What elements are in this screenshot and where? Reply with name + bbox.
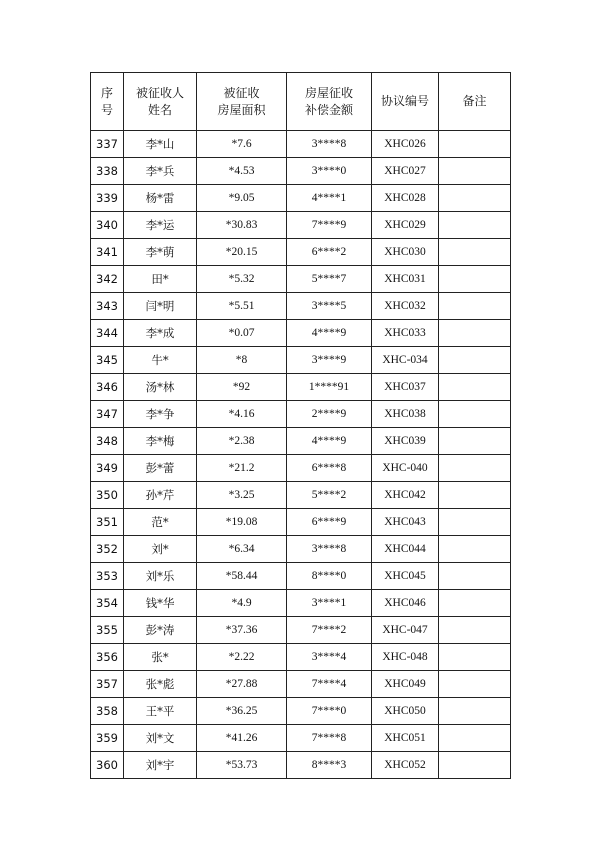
cell-remark bbox=[439, 644, 511, 671]
header-area-line-1: 被征收 bbox=[223, 85, 260, 100]
cell-area: *6.34 bbox=[197, 536, 287, 563]
cell-seq: 339 bbox=[91, 185, 124, 212]
header-seq bbox=[91, 73, 124, 131]
cell-remark bbox=[439, 509, 511, 536]
header-amount bbox=[287, 73, 372, 131]
cell-remark bbox=[439, 617, 511, 644]
cell-seq: 338 bbox=[91, 158, 124, 185]
table-row bbox=[91, 401, 511, 428]
cell-remark bbox=[439, 185, 511, 212]
table-row bbox=[91, 590, 511, 617]
cell-area: *92 bbox=[197, 374, 287, 401]
header-contract bbox=[372, 73, 439, 131]
cell-contract: XHC-047 bbox=[372, 617, 439, 644]
table-row bbox=[91, 239, 511, 266]
cell-remark bbox=[439, 752, 511, 779]
cell-area: *19.08 bbox=[197, 509, 287, 536]
cell-contract: XHC026 bbox=[372, 131, 439, 158]
table-row bbox=[91, 563, 511, 590]
cell-amount: 6****9 bbox=[287, 509, 372, 536]
table-row bbox=[91, 266, 511, 293]
cell-seq: 347 bbox=[91, 401, 124, 428]
cell-remark bbox=[439, 374, 511, 401]
cell-area: *9.05 bbox=[197, 185, 287, 212]
table-row bbox=[91, 725, 511, 752]
cell-amount: 3****1 bbox=[287, 590, 372, 617]
cell-amount: 4****9 bbox=[287, 428, 372, 455]
cell-amount: 6****8 bbox=[287, 455, 372, 482]
cell-area: *5.51 bbox=[197, 293, 287, 320]
cell-amount: 6****2 bbox=[287, 239, 372, 266]
cell-contract: XHC046 bbox=[372, 590, 439, 617]
cell-contract: XHC050 bbox=[372, 698, 439, 725]
cell-contract: XHC042 bbox=[372, 482, 439, 509]
cell-name: 李*山 bbox=[124, 131, 197, 158]
header-remark-line-1: 备注 bbox=[462, 94, 487, 108]
header-amount-line-1: 房屋征收 bbox=[304, 85, 353, 100]
cell-amount: 3****8 bbox=[287, 131, 372, 158]
cell-contract: XHC045 bbox=[372, 563, 439, 590]
table-body bbox=[91, 131, 511, 779]
cell-name: 汤*林 bbox=[124, 374, 197, 401]
cell-seq: 354 bbox=[91, 590, 124, 617]
cell-amount: 3****4 bbox=[287, 644, 372, 671]
cell-area: *36.25 bbox=[197, 698, 287, 725]
cell-remark bbox=[439, 590, 511, 617]
header-contract-line-1: 协议编号 bbox=[380, 94, 429, 108]
table-row bbox=[91, 428, 511, 455]
cell-amount: 3****0 bbox=[287, 158, 372, 185]
table-row bbox=[91, 617, 511, 644]
cell-seq: 346 bbox=[91, 374, 124, 401]
cell-amount: 7****9 bbox=[287, 212, 372, 239]
cell-seq: 349 bbox=[91, 455, 124, 482]
cell-area: *4.9 bbox=[197, 590, 287, 617]
table-row bbox=[91, 671, 511, 698]
cell-area: *53.73 bbox=[197, 752, 287, 779]
cell-name: 杨*雷 bbox=[124, 185, 197, 212]
cell-name: 王*平 bbox=[124, 698, 197, 725]
header-seq-line-2: 号 bbox=[100, 102, 113, 117]
cell-contract: XHC049 bbox=[372, 671, 439, 698]
cell-name: 刘*文 bbox=[124, 725, 197, 752]
cell-amount: 3****8 bbox=[287, 536, 372, 563]
table-row bbox=[91, 482, 511, 509]
cell-seq: 359 bbox=[91, 725, 124, 752]
cell-name: 闫*明 bbox=[124, 293, 197, 320]
cell-remark bbox=[439, 725, 511, 752]
cell-contract: XHC039 bbox=[372, 428, 439, 455]
header-name-line-2: 姓名 bbox=[147, 102, 172, 117]
cell-seq: 341 bbox=[91, 239, 124, 266]
cell-remark bbox=[439, 212, 511, 239]
cell-name: 刘*宇 bbox=[124, 752, 197, 779]
cell-contract: XHC030 bbox=[372, 239, 439, 266]
table-row bbox=[91, 536, 511, 563]
cell-name: 张* bbox=[124, 644, 197, 671]
cell-seq: 360 bbox=[91, 752, 124, 779]
cell-remark bbox=[439, 401, 511, 428]
cell-area: *8 bbox=[197, 347, 287, 374]
cell-area: *7.6 bbox=[197, 131, 287, 158]
header-name-line-1: 被征收人 bbox=[135, 85, 184, 100]
cell-contract: XHC-034 bbox=[372, 347, 439, 374]
cell-seq: 342 bbox=[91, 266, 124, 293]
cell-area: *3.25 bbox=[197, 482, 287, 509]
cell-area: *20.15 bbox=[197, 239, 287, 266]
cell-amount: 1****91 bbox=[287, 374, 372, 401]
cell-area: *0.07 bbox=[197, 320, 287, 347]
cell-amount: 8****0 bbox=[287, 563, 372, 590]
cell-name: 牛* bbox=[124, 347, 197, 374]
cell-contract: XHC027 bbox=[372, 158, 439, 185]
table-row bbox=[91, 509, 511, 536]
cell-name: 李*成 bbox=[124, 320, 197, 347]
cell-name: 彭*涛 bbox=[124, 617, 197, 644]
cell-contract: XHC044 bbox=[372, 536, 439, 563]
compensation-table bbox=[90, 72, 511, 779]
cell-name: 钱*华 bbox=[124, 590, 197, 617]
header-row bbox=[91, 73, 511, 131]
cell-amount: 7****2 bbox=[287, 617, 372, 644]
cell-remark bbox=[439, 536, 511, 563]
table-row bbox=[91, 752, 511, 779]
header-amount-line-2: 补偿金额 bbox=[304, 102, 353, 117]
cell-remark bbox=[439, 455, 511, 482]
header-name bbox=[124, 73, 197, 131]
cell-amount: 3****5 bbox=[287, 293, 372, 320]
table-row bbox=[91, 455, 511, 482]
cell-seq: 357 bbox=[91, 671, 124, 698]
cell-remark bbox=[439, 428, 511, 455]
header-area bbox=[197, 73, 287, 131]
cell-remark bbox=[439, 131, 511, 158]
cell-remark bbox=[439, 482, 511, 509]
cell-area: *37.36 bbox=[197, 617, 287, 644]
cell-remark bbox=[439, 158, 511, 185]
cell-seq: 337 bbox=[91, 131, 124, 158]
cell-contract: XHC032 bbox=[372, 293, 439, 320]
header-remark bbox=[439, 73, 511, 131]
cell-seq: 350 bbox=[91, 482, 124, 509]
cell-seq: 356 bbox=[91, 644, 124, 671]
cell-name: 李*争 bbox=[124, 401, 197, 428]
table-row bbox=[91, 212, 511, 239]
table-row bbox=[91, 131, 511, 158]
cell-seq: 345 bbox=[91, 347, 124, 374]
cell-remark bbox=[439, 239, 511, 266]
cell-remark bbox=[439, 320, 511, 347]
cell-area: *4.16 bbox=[197, 401, 287, 428]
cell-seq: 355 bbox=[91, 617, 124, 644]
cell-seq: 353 bbox=[91, 563, 124, 590]
cell-remark bbox=[439, 671, 511, 698]
header-seq-line-1: 序 bbox=[100, 85, 113, 100]
cell-name: 李*萌 bbox=[124, 239, 197, 266]
cell-area: *2.22 bbox=[197, 644, 287, 671]
cell-area: *2.38 bbox=[197, 428, 287, 455]
cell-area: *58.44 bbox=[197, 563, 287, 590]
cell-amount: 2****9 bbox=[287, 401, 372, 428]
cell-amount: 5****7 bbox=[287, 266, 372, 293]
cell-amount: 4****9 bbox=[287, 320, 372, 347]
table-row bbox=[91, 347, 511, 374]
cell-contract: XHC051 bbox=[372, 725, 439, 752]
cell-area: *41.26 bbox=[197, 725, 287, 752]
cell-amount: 4****1 bbox=[287, 185, 372, 212]
cell-area: *21.2 bbox=[197, 455, 287, 482]
cell-amount: 7****8 bbox=[287, 725, 372, 752]
cell-amount: 7****4 bbox=[287, 671, 372, 698]
cell-seq: 340 bbox=[91, 212, 124, 239]
cell-area: *30.83 bbox=[197, 212, 287, 239]
cell-amount: 8****3 bbox=[287, 752, 372, 779]
cell-name: 李*梅 bbox=[124, 428, 197, 455]
cell-contract: XHC033 bbox=[372, 320, 439, 347]
cell-remark bbox=[439, 347, 511, 374]
cell-contract: XHC028 bbox=[372, 185, 439, 212]
cell-contract: XHC031 bbox=[372, 266, 439, 293]
cell-name: 孙*芹 bbox=[124, 482, 197, 509]
header-area-line-2: 房屋面积 bbox=[217, 102, 266, 117]
table-row bbox=[91, 185, 511, 212]
table-row bbox=[91, 320, 511, 347]
cell-amount: 5****2 bbox=[287, 482, 372, 509]
cell-amount: 3****9 bbox=[287, 347, 372, 374]
cell-seq: 348 bbox=[91, 428, 124, 455]
cell-name: 田* bbox=[124, 266, 197, 293]
cell-area: *4.53 bbox=[197, 158, 287, 185]
table-row bbox=[91, 698, 511, 725]
cell-amount: 7****0 bbox=[287, 698, 372, 725]
cell-name: 李*运 bbox=[124, 212, 197, 239]
cell-contract: XHC043 bbox=[372, 509, 439, 536]
table-row bbox=[91, 374, 511, 401]
cell-area: *27.88 bbox=[197, 671, 287, 698]
table-row bbox=[91, 293, 511, 320]
cell-remark bbox=[439, 698, 511, 725]
cell-seq: 358 bbox=[91, 698, 124, 725]
cell-name: 彭*蕾 bbox=[124, 455, 197, 482]
cell-contract: XHC-040 bbox=[372, 455, 439, 482]
cell-name: 张*彪 bbox=[124, 671, 197, 698]
cell-area: *5.32 bbox=[197, 266, 287, 293]
cell-seq: 343 bbox=[91, 293, 124, 320]
cell-seq: 344 bbox=[91, 320, 124, 347]
cell-remark bbox=[439, 563, 511, 590]
cell-contract: XHC029 bbox=[372, 212, 439, 239]
cell-remark bbox=[439, 266, 511, 293]
cell-name: 范* bbox=[124, 509, 197, 536]
cell-name: 刘*乐 bbox=[124, 563, 197, 590]
cell-name: 刘* bbox=[124, 536, 197, 563]
cell-contract: XHC052 bbox=[372, 752, 439, 779]
table-row bbox=[91, 158, 511, 185]
cell-remark bbox=[439, 293, 511, 320]
cell-contract: XHC-048 bbox=[372, 644, 439, 671]
table-row bbox=[91, 644, 511, 671]
cell-contract: XHC037 bbox=[372, 374, 439, 401]
cell-name: 李*兵 bbox=[124, 158, 197, 185]
cell-seq: 352 bbox=[91, 536, 124, 563]
cell-seq: 351 bbox=[91, 509, 124, 536]
cell-contract: XHC038 bbox=[372, 401, 439, 428]
